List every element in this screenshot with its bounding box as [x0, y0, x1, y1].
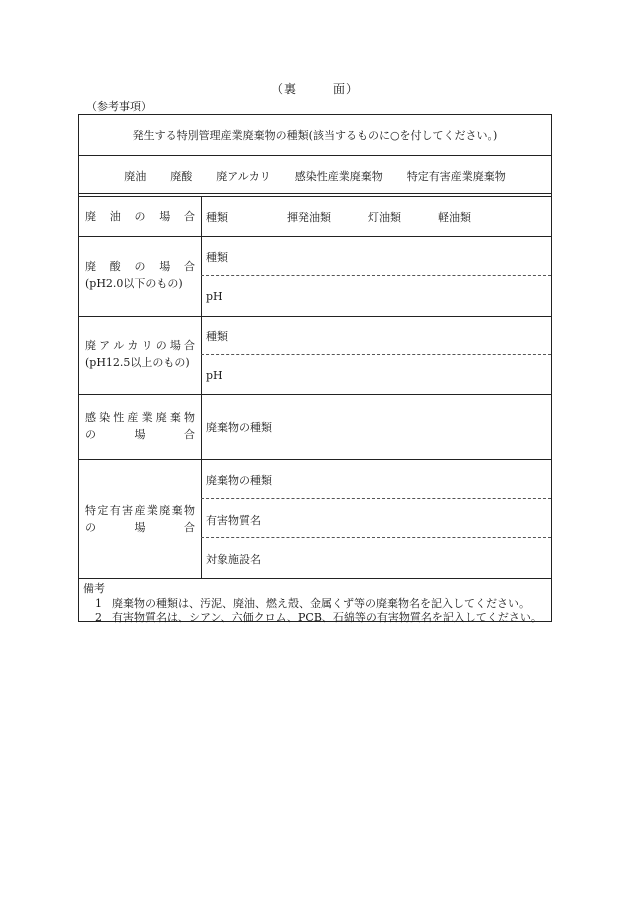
option-waste-acid[interactable]: 廃酸: [170, 170, 193, 183]
target-facility-field[interactable]: 対象施設名: [206, 553, 261, 566]
note-item: 2 有害物質名は、シアン、六価クロム、PCB、石綿等の有害物質名を記入してください。: [95, 611, 542, 624]
title-open: （裏: [270, 82, 297, 96]
acid-ph-label: pH: [206, 290, 223, 303]
acid-row-label: 廃 酸 の 場 合 (pH2.0以下のもの): [85, 260, 195, 290]
question-text: 発生する特別管理産業廃棄物の種類(該当するものに○を付してください。): [132, 129, 498, 142]
infectious-row-label: 感 染 性 産 業 廃 棄 物 の 場 合: [85, 411, 195, 441]
option-waste-alkali[interactable]: 廃アルカリ: [216, 170, 271, 183]
waste-type-table: [78, 114, 552, 622]
oil-kind-light-oil[interactable]: 軽油類: [438, 211, 471, 224]
infectious-waste-type-field[interactable]: 廃棄物の種類: [206, 421, 272, 434]
acid-kind-label: 種類: [206, 251, 228, 264]
option-specific-hazardous-waste[interactable]: 特定有害産業廃棄物: [406, 170, 506, 183]
alkali-ph-label: pH: [206, 369, 223, 382]
oil-kind-kerosene[interactable]: 灯油類: [368, 211, 401, 224]
option-waste-oil[interactable]: 廃油: [124, 170, 147, 183]
options-row: [79, 168, 551, 184]
page-side-title: [0, 80, 630, 97]
alkali-row-label: 廃 ア ル カ リ の 場 合 (pH12.5以上のもの): [85, 339, 195, 369]
alkali-ph-condition: (pH12.5以上のもの): [85, 356, 190, 369]
hazardous-row-label: 特 定 有 害 産 業 廃 棄 物 の 場 合: [85, 504, 195, 534]
notes-heading: 備考: [83, 582, 105, 595]
oil-row-label: 廃 油 の 場 合: [85, 210, 195, 223]
title-close: 面）: [333, 82, 360, 96]
oil-kind-label: 種類: [206, 211, 228, 224]
option-infectious-waste[interactable]: 感染性産業廃棄物: [294, 170, 383, 183]
reference-label: （参考事項）: [86, 100, 152, 113]
alkali-kind-label: 種類: [206, 330, 228, 343]
hazardous-waste-type-field[interactable]: 廃棄物の種類: [206, 474, 272, 487]
oil-kind-volatile[interactable]: 揮発油類: [287, 211, 331, 224]
hazardous-substance-field[interactable]: 有害物質名: [206, 514, 261, 527]
acid-ph-condition: (pH2.0以下のもの): [85, 277, 183, 290]
note-item: 1 廃棄物の種類は、汚泥、廃油、燃え殻、金属くず等の廃棄物名を記入してください。: [95, 597, 530, 610]
